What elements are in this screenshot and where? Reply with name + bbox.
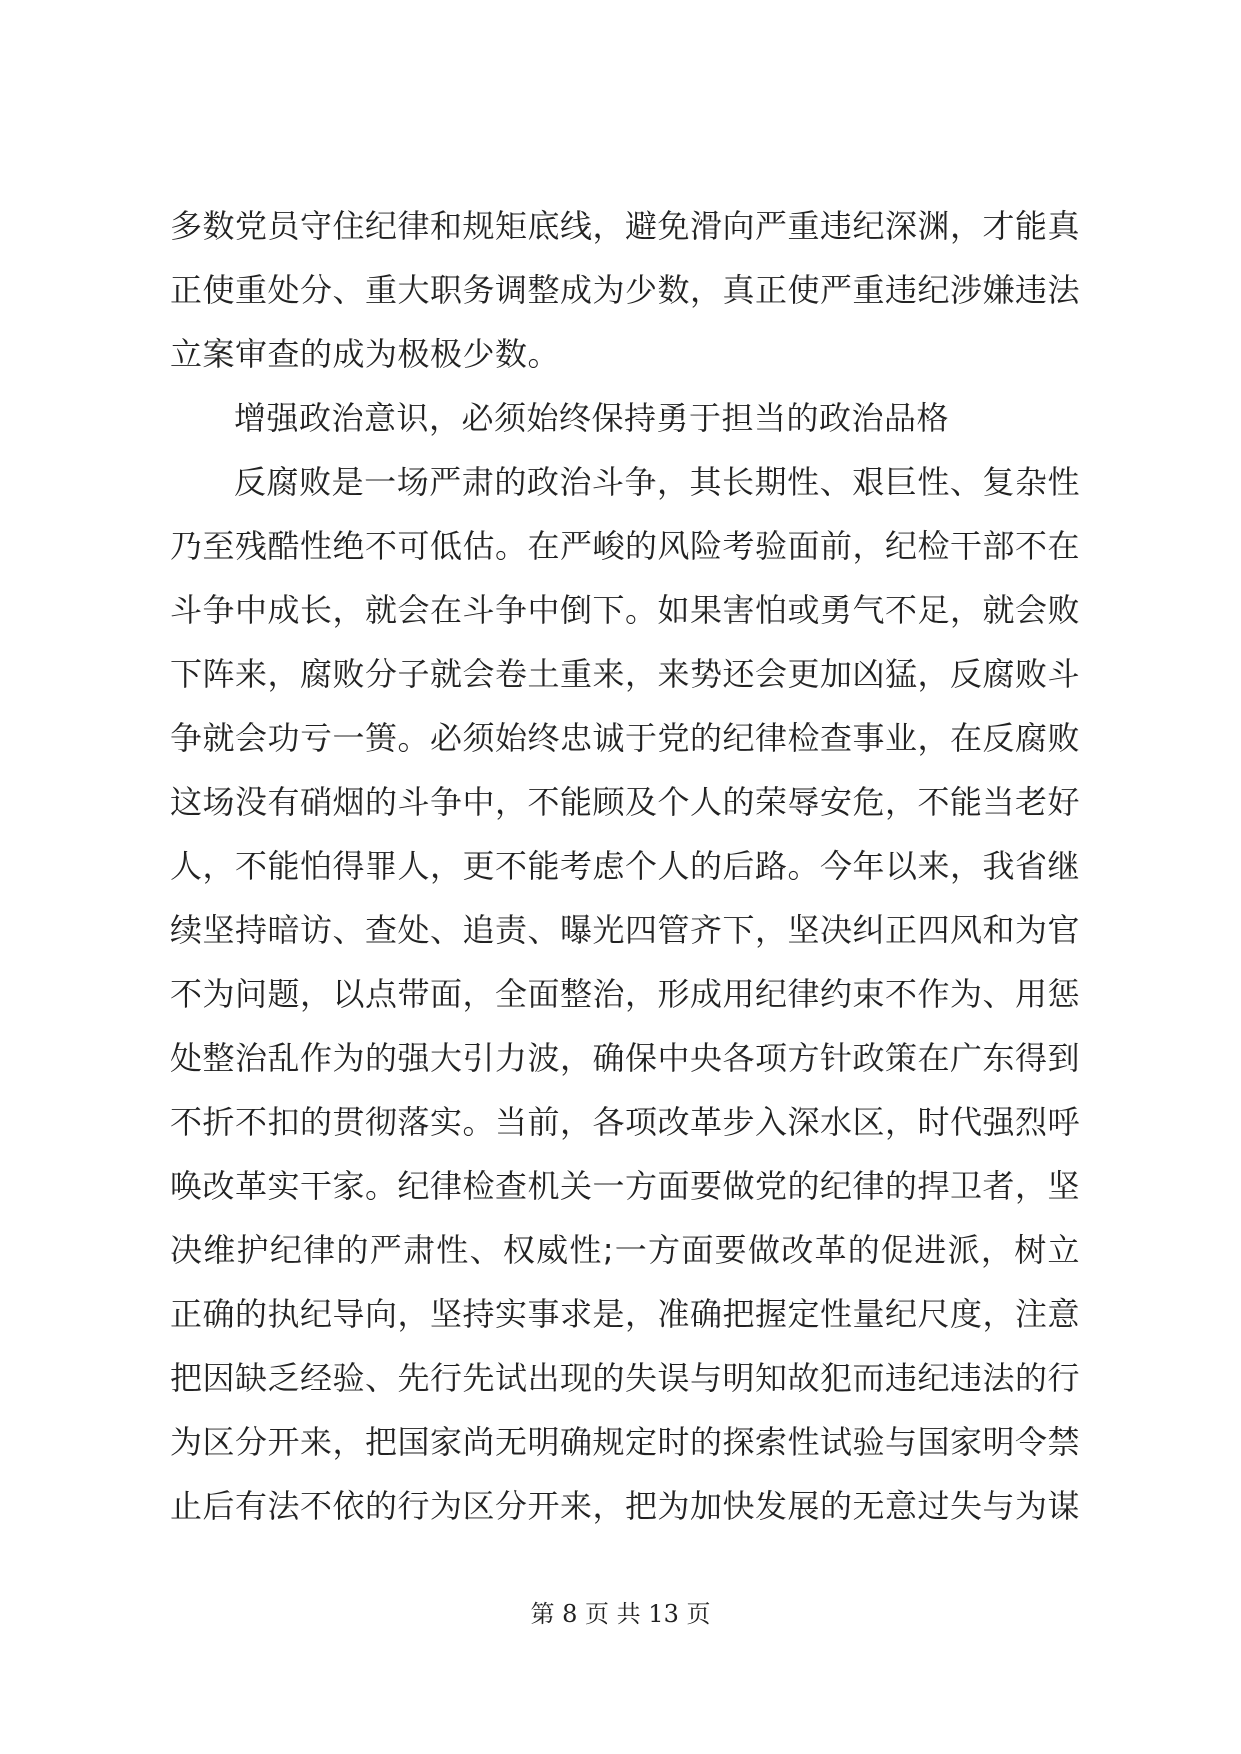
paragraph-2-line-9: 不为问题，以点带面，全面整治，形成用纪律约束不作为、用惩 xyxy=(170,975,1081,1013)
paragraph-2-line-14: 正确的执纪导向，坚持实事求是，准确把握定性量纪尺度，注意 xyxy=(170,1295,1081,1333)
paragraph-2-line-17: 止后有法不依的行为区分开来，把为加快发展的无意过失与为谋 xyxy=(170,1487,1081,1525)
page-number-footer: 第 8 页 共 13 页 xyxy=(530,1600,711,1628)
paragraph-2-line-10: 处整治乱作为的强大引力波，确保中央各项方针政策在广东得到 xyxy=(170,1039,1081,1077)
paragraph-1-line-1: 多数党员守住纪律和规矩底线，避免滑向严重违纪深渊，才能真 xyxy=(170,207,1081,245)
paragraph-2-line-2: 乃至残酷性绝不可低估。在严峻的风险考验面前，纪检干部不在 xyxy=(170,527,1081,565)
paragraph-2-line-4: 下阵来，腐败分子就会卷土重来，来势还会更加凶猛，反腐败斗 xyxy=(170,655,1081,693)
section-heading: 增强政治意识，必须始终保持勇于担当的政治品格 xyxy=(234,399,950,437)
paragraph-2-line-12: 唤改革实干家。纪律检查机关一方面要做党的纪律的捍卫者，坚 xyxy=(170,1167,1081,1205)
paragraph-2-line-7: 人，不能怕得罪人，更不能考虑个人的后路。今年以来，我省继 xyxy=(170,847,1081,885)
paragraph-2-line-16: 为区分开来，把国家尚无明确规定时的探索性试验与国家明令禁 xyxy=(170,1423,1081,1461)
paragraph-2-line-11: 不折不扣的贯彻落实。当前，各项改革步入深水区，时代强烈呼 xyxy=(170,1103,1081,1141)
paragraph-2-line-3: 斗争中成长，就会在斗争中倒下。如果害怕或勇气不足，就会败 xyxy=(170,591,1081,629)
paragraph-2-line-13: 决维护纪律的严肃性、权威性;一方面要做改革的促进派，树立 xyxy=(170,1231,1080,1269)
paragraph-2-line-5: 争就会功亏一篑。必须始终忠诚于党的纪律检查事业，在反腐败 xyxy=(170,719,1081,757)
paragraph-2-line-1: 反腐败是一场严肃的政治斗争，其长期性、艰巨性、复杂性 xyxy=(234,463,1080,501)
paragraph-2-line-15: 把因缺乏经验、先行先试出现的失误与明知故犯而违纪违法的行 xyxy=(170,1359,1081,1397)
paragraph-1-line-3: 立案审查的成为极极少数。 xyxy=(170,335,561,373)
paragraph-2-line-6: 这场没有硝烟的斗争中，不能顾及个人的荣辱安危，不能当老好 xyxy=(170,783,1081,821)
paragraph-1-line-2: 正使重处分、重大职务调整成为少数，真正使严重违纪涉嫌违法 xyxy=(170,271,1081,309)
paragraph-2-line-8: 续坚持暗访、查处、追责、曝光四管齐下，坚决纠正四风和为官 xyxy=(170,911,1081,949)
